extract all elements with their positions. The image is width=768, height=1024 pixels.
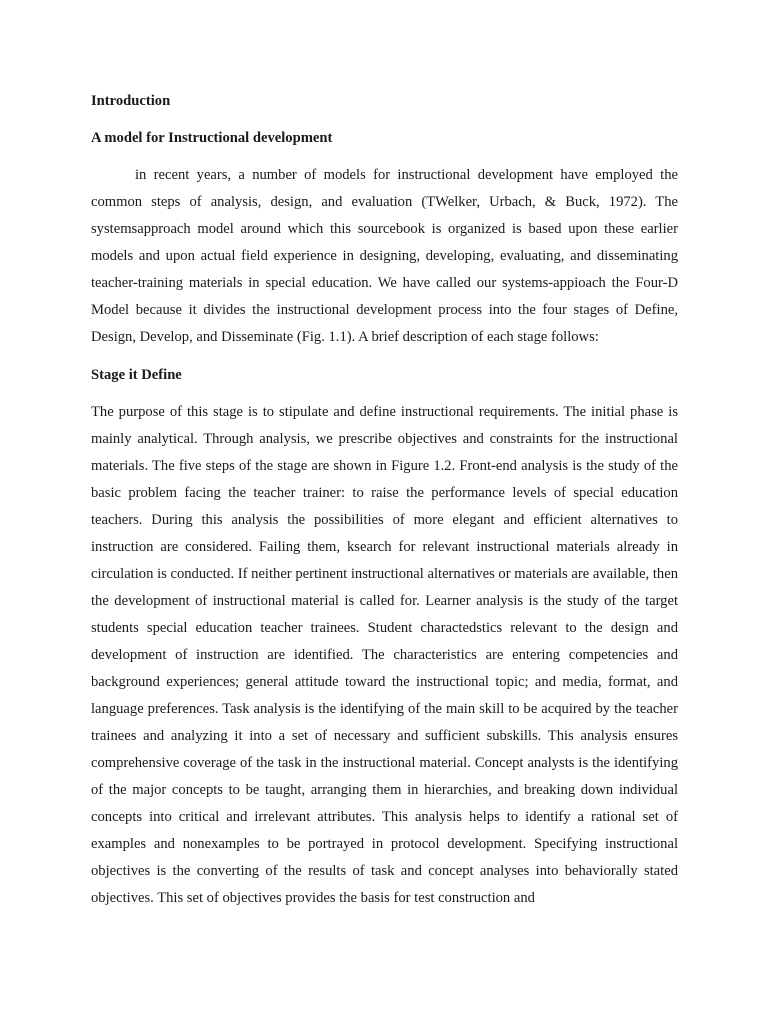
section-heading-model: A model for Instructional development	[91, 130, 333, 146]
paragraph-intro: in recent years, a number of models for instructional development have employed the common steps of analysis, design, and evaluation (TWelker, Urbach, & Buck, 1972). The systemsapproach model around which this sourcebook is organized is based upon these earlier models and upon actual field experience in designing, developing, evaluating, and disseminating teacher-training materials in special education. We have called our systems-appioach the Four-D Model because it divides the instructional development process into the four stages of Define, Design, Develop, and Disseminate (Fig. 1.1). A brief description of each stage follows:	[91, 167, 678, 345]
paragraph-stage-define: The purpose of this stage is to stipulate and define instructional requirements. The initial phase is mainly analytical. Through analysis, we prescribe objectives and constraints for the instructional materials. The five steps of the stage are shown in Figure 1.2. Front-end analysis is the study of the basic problem facing the teacher trainer: to raise the performance levels of special education teachers. During this analysis the possibilities of more elegant and efficient alternatives to instruction are considered. Failing them, ksearch for relevant instructional materials already in circulation is conducted. If neither pertinent instructional alternatives or materials are available, then the development of instructional material is called for. Learner analysis is the study of the target students special education teacher trainees. Student charactedstics relevant to the design and development of instruction are identified. The characteristics are entering competencies and background experiences; general attitude toward the instructional topic; and media, format, and language preferences. Task analysis is the identifying of the main skill to be acquired by the teacher trainees and analyzing it into a set of necessary and sufficient subskills. This analysis ensures comprehensive coverage of the task in the instructional material. Concept analysts is the identifying of the major concepts to be taught, arranging them in hierarchies, and breaking down individual concepts into critical and irrelevant attributes. This analysis helps to identify a rational set of examples and nonexamples to be portrayed in protocol development. Specifying instructional objectives is the converting of the results of task and concept analyses into behaviorally stated objectives. This set of objectives provides the basis for test construction and	[91, 404, 678, 906]
document-body	[91, 88, 678, 912]
section-heading-introduction: Introduction	[91, 93, 171, 109]
section-heading-stage-define: Stage it Define	[91, 367, 182, 383]
